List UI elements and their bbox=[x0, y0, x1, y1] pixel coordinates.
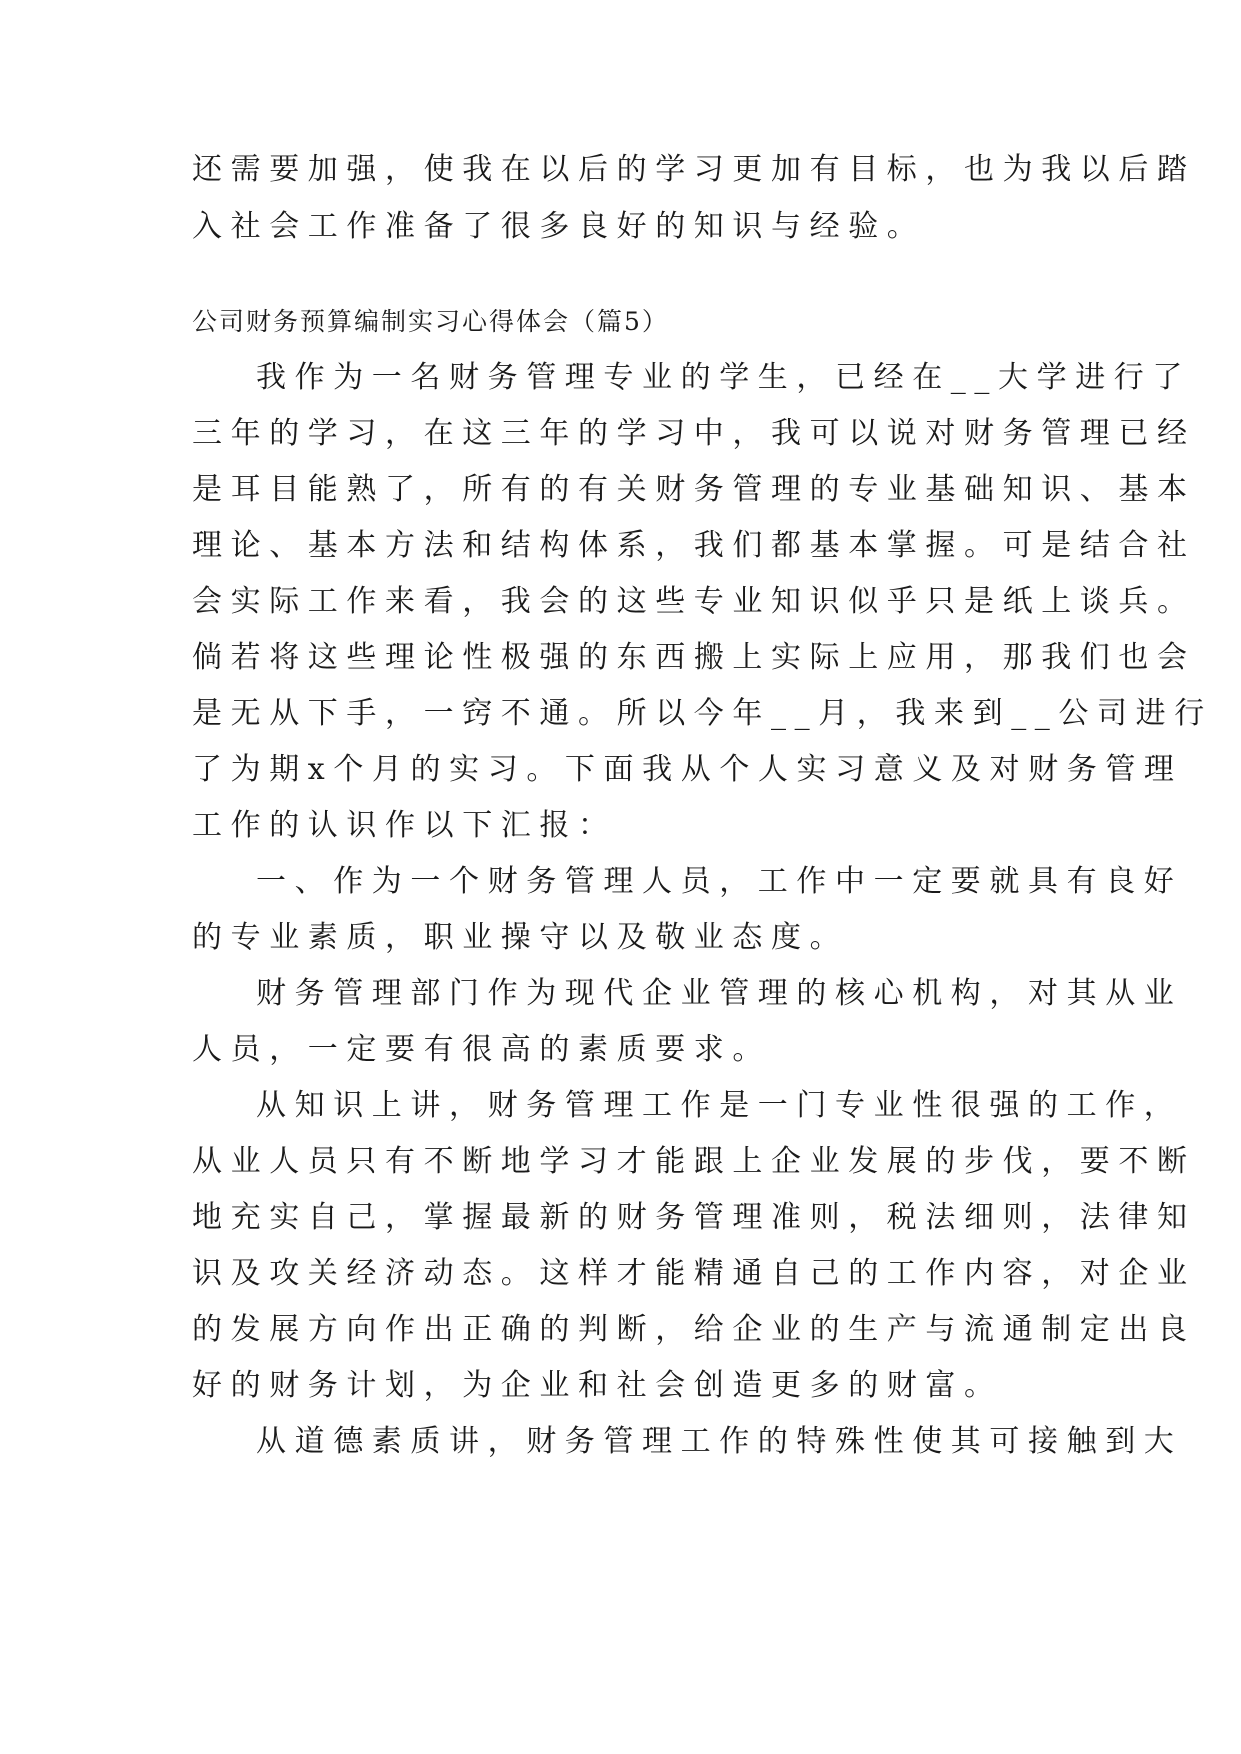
intro-line: 入社会工作准备了很多良好的知识与经验。 bbox=[192, 209, 926, 244]
paragraph-line: 是耳目能熟了，所有的有关财务管理的专业基础知识、基本 bbox=[192, 472, 1196, 507]
paragraph-line: 识及攻关经济动态。这样才能精通自己的工作内容，对企业 bbox=[192, 1256, 1196, 1291]
paragraph-line: 三年的学习，在这三年的学习中，我可以说对财务管理已经 bbox=[192, 416, 1196, 451]
paragraph-line: 工作的认识作以下汇报： bbox=[192, 808, 617, 843]
paragraph-line: 财务管理部门作为现代企业管理的核心机构，对其从业 bbox=[256, 976, 1183, 1011]
paragraph-line: 一、作为一个财务管理人员，工作中一定要就具有良好 bbox=[256, 864, 1183, 899]
paragraph-line: 会实际工作来看，我会的这些专业知识似乎只是纸上谈兵。 bbox=[192, 584, 1196, 619]
section-title: 公司财务预算编制实习心得体会（篇5） bbox=[192, 307, 669, 336]
intro-line: 还需要加强，使我在以后的学习更加有目标，也为我以后踏 bbox=[192, 152, 1196, 187]
paragraph-line: 是无从下手，一窍不通。所以今年__月，我来到__公司进行 bbox=[192, 696, 1213, 731]
paragraph-line: 我作为一名财务管理专业的学生，已经在__大学进行了 bbox=[256, 360, 1191, 395]
paragraph-line: 从业人员只有不断地学习才能跟上企业发展的步伐，要不断 bbox=[192, 1144, 1196, 1179]
paragraph-line: 倘若将这些理论性极强的东西搬上实际上应用，那我们也会 bbox=[192, 640, 1196, 675]
paragraph-line: 的专业素质，职业操守以及敬业态度。 bbox=[192, 920, 849, 955]
paragraph-line: 理论、基本方法和结构体系，我们都基本掌握。可是结合社 bbox=[192, 528, 1196, 563]
paragraph-line: 人员，一定要有很高的素质要求。 bbox=[192, 1032, 771, 1067]
paragraph-line: 地充实自己，掌握最新的财务管理准则，税法细则，法律知 bbox=[192, 1200, 1196, 1235]
paragraph-line: 好的财务计划，为企业和社会创造更多的财富。 bbox=[192, 1368, 1003, 1403]
paragraph-line: 从道德素质讲，财务管理工作的特殊性使其可接触到大 bbox=[256, 1424, 1183, 1459]
paragraph-line: 了为期x个月的实习。下面我从个人实习意义及对财务管理 bbox=[192, 752, 1183, 787]
paragraph-line: 的发展方向作出正确的判断，给企业的生产与流通制定出良 bbox=[192, 1312, 1196, 1347]
paragraph-line: 从知识上讲，财务管理工作是一门专业性很强的工作， bbox=[256, 1088, 1183, 1123]
